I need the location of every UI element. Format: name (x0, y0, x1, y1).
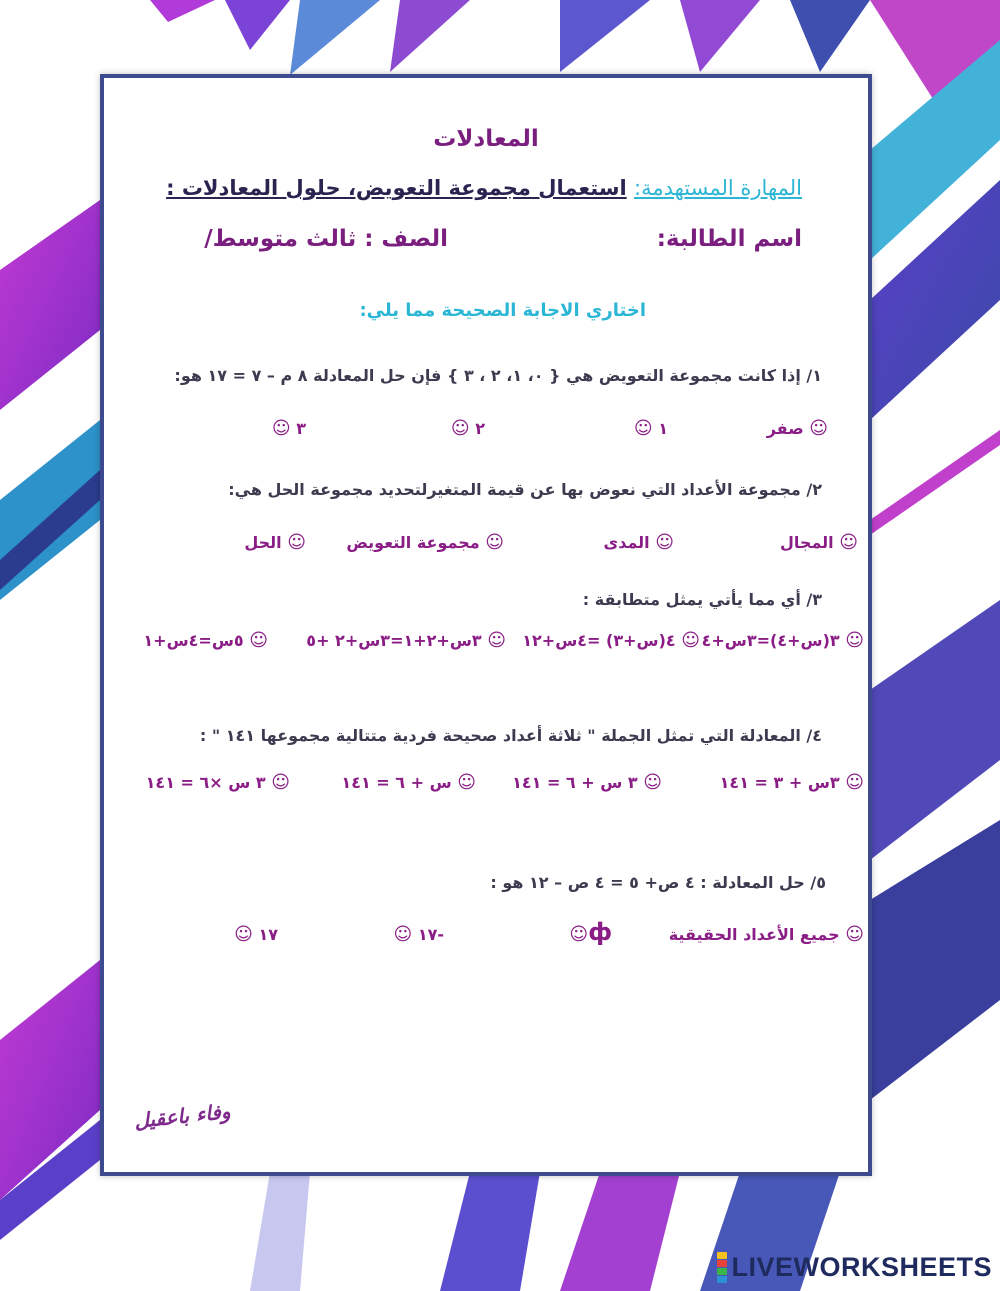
smiley-icon: ☺ (633, 418, 653, 439)
smiley-icon: ☺ (845, 772, 864, 793)
smiley-icon: ☺ (393, 924, 413, 945)
question-1-option-2[interactable]: ☺ ١ (633, 418, 668, 439)
question-1-option-4[interactable]: ☺ ٣ (271, 418, 306, 439)
smiley-icon: ☺ (450, 418, 470, 439)
question-2-option-4[interactable]: ☺ الحل (244, 532, 306, 553)
question-3-option-3[interactable]: ☺ ٣س+٢+١=٣س+٢ +٥ (306, 630, 506, 651)
question-2-option-2[interactable]: ☺ المدى (603, 532, 674, 553)
smiley-icon: ☺ (485, 532, 504, 553)
question-4-option-4[interactable]: ☺ ٣ س ×٦ = ١٤١ (145, 772, 290, 793)
question-5-option-2[interactable]: ☺ф (569, 918, 612, 946)
skill-text: استعمال مجموعة التعويض، حلول المعادلات : (166, 176, 627, 200)
question-2-option-3[interactable]: ☺ مجموعة التعويض (346, 532, 504, 553)
instruction-text: اختاري الاجابة الصحيحة مما يلي: (359, 300, 646, 321)
smiley-icon: ☺ (487, 630, 506, 651)
smiley-icon: ☺ (569, 924, 589, 945)
question-4-text: ٤/ المعادلة التي تمثل الجملة " ثلاثة أعداد صحيحة فردية متتالية مجموعها ١٤١ " : (199, 726, 822, 745)
target-skill (166, 176, 802, 200)
question-3-option-4[interactable]: ☺ ٥س=٤س+١ (143, 630, 268, 651)
question-3-text: ٣/ أي مما يأتي يمثل متطابقة : (582, 590, 822, 609)
question-4-option-1[interactable]: ☺ ٣س + ٣ = ١٤١ (719, 772, 864, 793)
smiley-icon: ☺ (681, 630, 700, 651)
question-2-text: ٢/ مجموعة الأعداد التي نعوض بها عن قيمة المتغيرلتحديد مجموعة الحل هي: (228, 480, 822, 499)
grade-label: الصف : ثالث متوسط/ (204, 226, 448, 252)
question-1-option-1[interactable]: ☺ صفر (766, 418, 828, 439)
question-4-option-3[interactable]: ☺ س + ٦ = ١٤١ (341, 772, 476, 793)
logo-block-green (717, 1268, 727, 1275)
smiley-icon: ☺ (287, 532, 306, 553)
smiley-icon: ☺ (809, 418, 828, 439)
question-1-option-3[interactable]: ☺ ٢ (450, 418, 485, 439)
question-5-option-1[interactable]: ☺ جميع الأعداد الحقيقية (668, 924, 864, 945)
smiley-icon: ☺ (234, 924, 253, 945)
question-3-option-1[interactable]: ☺ ٣(س+٤)=٣س+٤ (701, 630, 864, 651)
brand-name: LIVEWORKSHEETS (731, 1252, 992, 1282)
smiley-icon: ☺ (249, 630, 268, 651)
smiley-icon: ☺ (839, 532, 858, 553)
question-5-text: ٥/ حل المعادلة : ٤ ص+ ٥ = ٤ ص – ١٢ هو : (490, 873, 826, 892)
smiley-icon: ☺ (457, 772, 476, 793)
liveworksheets-logo-icon (717, 1252, 727, 1283)
smiley-icon: ☺ (271, 772, 290, 793)
author-signature: وفاء باعقيل (133, 1099, 232, 1133)
smiley-icon: ☺ (643, 772, 662, 793)
logo-block-blue (717, 1276, 727, 1283)
logo-block-yellow (717, 1252, 727, 1259)
worksheet-page (100, 74, 872, 1176)
skill-label: المهارة المستهدمة: (634, 176, 802, 200)
liveworksheets-brand[interactable] (717, 1252, 992, 1283)
smiley-icon: ☺ (271, 418, 291, 439)
smiley-icon: ☺ (655, 532, 674, 553)
question-5-option-4[interactable]: ☺ ١٧ (234, 924, 278, 945)
student-name-label: اسم الطالبة: (656, 226, 802, 252)
question-3-option-2[interactable]: ☺ ٤(س+٣) =٤س+١٢ (522, 630, 700, 651)
page-title: المعادلات (433, 126, 539, 152)
smiley-icon: ☺ (845, 630, 864, 651)
question-1-text: ١/ إذا كانت مجموعة التعويض هي { ٠، ١، ٢ ، ٣ } فإن حل المعادلة ٨ م – ٧ = ١٧ هو: (174, 366, 822, 385)
question-2-option-1[interactable]: ☺ المجال (780, 532, 858, 553)
logo-block-red (717, 1260, 727, 1267)
question-5-option-3[interactable]: ☺ ١٧- (393, 924, 444, 945)
smiley-icon: ☺ (845, 924, 864, 945)
question-4-option-2[interactable]: ☺ ٣ س + ٦ = ١٤١ (512, 772, 662, 793)
